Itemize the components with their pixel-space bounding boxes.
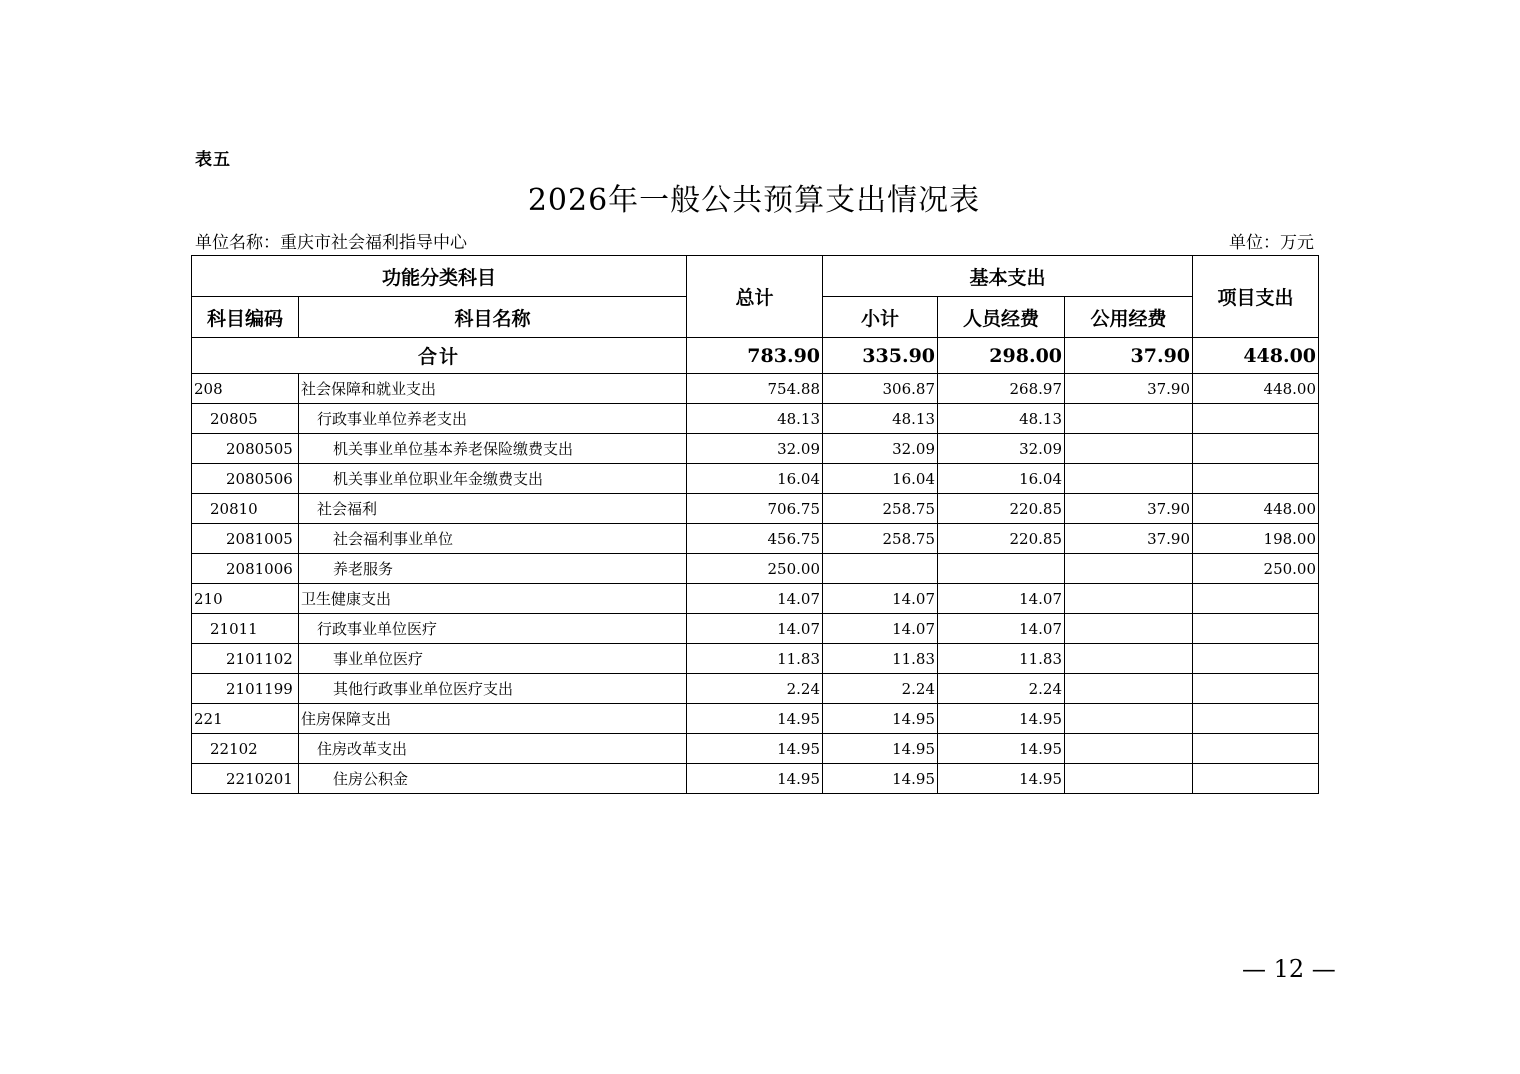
row-personnel: 268.97 [938,374,1065,404]
total-label: 合计 [192,338,687,374]
table-row [192,464,1319,494]
row-name: 社会福利事业单位 [299,524,687,554]
row-code: 2081005 [192,524,299,554]
row-total: 456.75 [687,524,823,554]
row-subtotal: 11.83 [823,644,938,674]
total-public: 37.90 [1065,338,1193,374]
row-subtotal: 48.13 [823,404,938,434]
row-code: 221 [192,704,299,734]
table-row [192,674,1319,704]
row-public [1065,644,1193,674]
row-name: 行政事业单位养老支出 [299,404,687,434]
row-subtotal: 14.95 [823,734,938,764]
row-public [1065,404,1193,434]
header-public: 公用经费 [1065,297,1193,338]
row-total: 11.83 [687,644,823,674]
row-total: 14.07 [687,584,823,614]
row-code: 2081006 [192,554,299,584]
row-total: 14.95 [687,764,823,794]
row-name: 住房保障支出 [299,704,687,734]
row-code: 2080505 [192,434,299,464]
row-public [1065,704,1193,734]
row-total: 14.95 [687,704,823,734]
row-personnel [938,554,1065,584]
row-project: 448.00 [1193,494,1319,524]
row-personnel: 14.95 [938,704,1065,734]
page-title: 2026年一般公共预算支出情况表 [527,183,981,218]
row-code: 2080506 [192,464,299,494]
table-row [192,644,1319,674]
row-project [1193,584,1319,614]
row-project [1193,464,1319,494]
row-subtotal: 258.75 [823,494,938,524]
header-name: 科目名称 [299,297,687,338]
table-row [192,764,1319,794]
page-number: — 12 — [1242,955,1336,983]
row-public [1065,614,1193,644]
row-subtotal: 16.04 [823,464,938,494]
header-total: 总计 [687,256,823,338]
row-subtotal: 14.95 [823,764,938,794]
header-code: 科目编码 [192,297,299,338]
header-basic-expenditure: 基本支出 [823,256,1193,297]
row-public [1065,434,1193,464]
row-total: 14.95 [687,734,823,764]
row-name: 机关事业单位基本养老保险缴费支出 [299,434,687,464]
row-code: 2101102 [192,644,299,674]
header-personnel: 人员经费 [938,297,1065,338]
table-row [192,404,1319,434]
row-subtotal: 258.75 [823,524,938,554]
row-total: 754.88 [687,374,823,404]
table-row [192,494,1319,524]
row-name: 社会保障和就业支出 [299,374,687,404]
currency-unit: 单位：万元 [1229,233,1314,253]
row-project: 250.00 [1193,554,1319,584]
row-name: 其他行政事业单位医疗支出 [299,674,687,704]
row-subtotal: 2.24 [823,674,938,704]
table-row [192,554,1319,584]
row-personnel: 48.13 [938,404,1065,434]
table-row [192,734,1319,764]
row-total: 706.75 [687,494,823,524]
row-name: 社会福利 [299,494,687,524]
row-name: 养老服务 [299,554,687,584]
row-code: 210 [192,584,299,614]
row-project: 198.00 [1193,524,1319,554]
row-subtotal: 14.95 [823,704,938,734]
row-personnel: 220.85 [938,524,1065,554]
row-personnel: 14.95 [938,734,1065,764]
row-personnel: 220.85 [938,494,1065,524]
row-personnel: 14.95 [938,764,1065,794]
table-row [192,704,1319,734]
row-project [1193,644,1319,674]
unit-name: 单位名称：重庆市社会福利指导中心 [195,233,467,253]
row-public [1065,764,1193,794]
row-subtotal [823,554,938,584]
row-project [1193,674,1319,704]
row-public [1065,554,1193,584]
row-public [1065,674,1193,704]
row-code: 2210201 [192,764,299,794]
row-public [1065,464,1193,494]
row-code: 20810 [192,494,299,524]
budget-table [191,255,1319,794]
table-number-label: 表五 [195,150,231,170]
row-public: 37.90 [1065,524,1193,554]
row-total: 32.09 [687,434,823,464]
row-name: 事业单位医疗 [299,644,687,674]
row-subtotal: 32.09 [823,434,938,464]
row-code: 22102 [192,734,299,764]
row-subtotal: 306.87 [823,374,938,404]
row-public [1065,734,1193,764]
row-subtotal: 14.07 [823,584,938,614]
row-code: 2101199 [192,674,299,704]
row-personnel: 14.07 [938,584,1065,614]
row-personnel: 16.04 [938,464,1065,494]
header-project-expenditure: 项目支出 [1193,256,1319,338]
row-total: 250.00 [687,554,823,584]
row-personnel: 14.07 [938,614,1065,644]
row-code: 20805 [192,404,299,434]
row-personnel: 11.83 [938,644,1065,674]
total-personnel: 298.00 [938,338,1065,374]
row-public [1065,584,1193,614]
row-total: 2.24 [687,674,823,704]
table-row [192,584,1319,614]
row-personnel: 32.09 [938,434,1065,464]
row-project [1193,704,1319,734]
header-functional-category: 功能分类科目 [192,256,687,297]
row-name: 行政事业单位医疗 [299,614,687,644]
total-project: 448.00 [1193,338,1319,374]
total-row [192,338,1319,374]
row-name: 机关事业单位职业年金缴费支出 [299,464,687,494]
row-total: 16.04 [687,464,823,494]
row-name: 卫生健康支出 [299,584,687,614]
row-project [1193,404,1319,434]
row-subtotal: 14.07 [823,614,938,644]
row-project: 448.00 [1193,374,1319,404]
row-project [1193,434,1319,464]
table-row [192,374,1319,404]
total-subtotal: 335.90 [823,338,938,374]
row-project [1193,764,1319,794]
row-public: 37.90 [1065,494,1193,524]
row-project [1193,614,1319,644]
table-row [192,614,1319,644]
row-code: 21011 [192,614,299,644]
row-project [1193,734,1319,764]
table-row [192,524,1319,554]
total-total: 783.90 [687,338,823,374]
row-total: 14.07 [687,614,823,644]
row-total: 48.13 [687,404,823,434]
row-name: 住房公积金 [299,764,687,794]
row-personnel: 2.24 [938,674,1065,704]
table-row [192,434,1319,464]
header-subtotal: 小计 [823,297,938,338]
row-name: 住房改革支出 [299,734,687,764]
row-code: 208 [192,374,299,404]
row-public: 37.90 [1065,374,1193,404]
